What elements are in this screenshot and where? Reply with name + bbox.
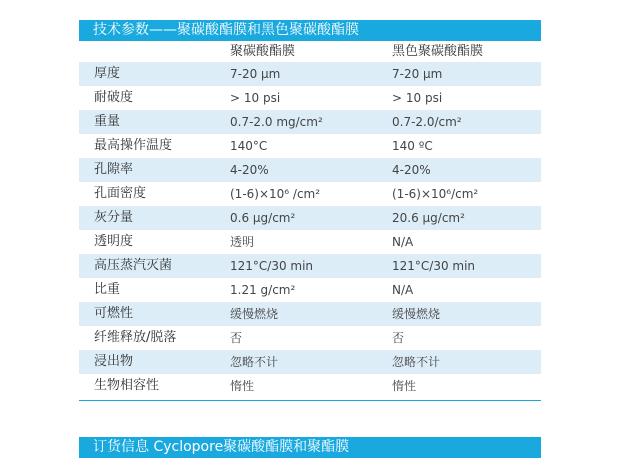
table-row <box>79 62 541 86</box>
header-col-black-polycarbonate: 黑色聚碳酸酯膜 <box>392 44 484 59</box>
cell-polycarbonate: 140°C <box>230 139 268 153</box>
cell-black-polycarbonate: 20.6 μg/cm² <box>392 211 465 225</box>
table-row <box>79 326 541 350</box>
row-label: 孔面密度 <box>94 186 147 201</box>
table-row <box>79 158 541 182</box>
row-label: 孔隙率 <box>94 162 134 177</box>
row-label: 灰分量 <box>94 210 134 225</box>
row-label: 重量 <box>94 114 121 129</box>
cell-black-polycarbonate: 忽略不计 <box>392 355 441 369</box>
cell-black-polycarbonate: 4-20% <box>392 163 431 177</box>
cell-black-polycarbonate: 否 <box>392 331 405 345</box>
row-label: 纤维释放/脱落 <box>94 330 177 345</box>
section-title: 技术参数——聚碳酸酯膜和黑色聚碳酸酯膜 <box>79 20 541 41</box>
row-label: 比重 <box>94 282 121 297</box>
cell-black-polycarbonate: 缓慢燃烧 <box>392 307 441 321</box>
table-row <box>79 110 541 134</box>
cell-polycarbonate: 忽略不计 <box>230 355 279 369</box>
table-row <box>79 86 541 110</box>
cell-polycarbonate: 否 <box>230 331 243 345</box>
table-row <box>79 374 541 398</box>
table-row <box>79 254 541 278</box>
table-body <box>79 62 541 398</box>
spec-table <box>79 20 541 401</box>
table-row <box>79 302 541 326</box>
cell-black-polycarbonate: N/A <box>392 235 414 249</box>
cell-polycarbonate: (1-6)×10⁶ /cm² <box>230 187 321 201</box>
table-row <box>79 350 541 374</box>
cell-polycarbonate: 0.6 μg/cm² <box>230 211 296 225</box>
cell-black-polycarbonate: 0.7-2.0/cm² <box>392 115 462 129</box>
row-label: 最高操作温度 <box>94 138 173 153</box>
cell-black-polycarbonate: 7-20 μm <box>392 67 443 81</box>
cell-polycarbonate: 缓慢燃烧 <box>230 307 279 321</box>
cell-polycarbonate: 121°C/30 min <box>230 259 314 273</box>
cell-polycarbonate: > 10 psi <box>230 91 281 105</box>
table-row <box>79 230 541 254</box>
table-bottom-rule <box>79 400 541 401</box>
row-label: 生物相容性 <box>94 378 160 393</box>
cell-polycarbonate: 透明 <box>230 235 255 249</box>
table-row <box>79 206 541 230</box>
cell-black-polycarbonate: > 10 psi <box>392 91 443 105</box>
row-label: 浸出物 <box>94 354 134 369</box>
row-label: 耐破度 <box>94 90 134 105</box>
cell-black-polycarbonate: 140 ºC <box>392 139 433 153</box>
cell-polycarbonate: 0.7-2.0 mg/cm² <box>230 115 323 129</box>
cell-black-polycarbonate: N/A <box>392 283 414 297</box>
header-col-polycarbonate: 聚碳酸酯膜 <box>230 44 296 59</box>
cell-polycarbonate: 1.21 g/cm² <box>230 283 296 297</box>
cell-polycarbonate: 7-20 μm <box>230 67 281 81</box>
table-header <box>79 41 541 62</box>
cell-polycarbonate: 惰性 <box>230 379 255 393</box>
cell-polycarbonate: 4-20% <box>230 163 269 177</box>
next-section-title: 订货信息 Cyclopore聚碳酸酯膜和聚酯膜 <box>79 437 541 458</box>
cell-black-polycarbonate: 121°C/30 min <box>392 259 476 273</box>
cell-black-polycarbonate: (1-6)×10⁶/cm² <box>392 187 479 201</box>
table-row <box>79 182 541 206</box>
cell-black-polycarbonate: 惰性 <box>392 379 417 393</box>
row-label: 可燃性 <box>94 306 134 321</box>
row-label: 透明度 <box>94 234 134 249</box>
row-label: 厚度 <box>94 66 121 81</box>
table-row <box>79 134 541 158</box>
table-row <box>79 278 541 302</box>
row-label: 高压蒸汽灭菌 <box>94 258 173 273</box>
